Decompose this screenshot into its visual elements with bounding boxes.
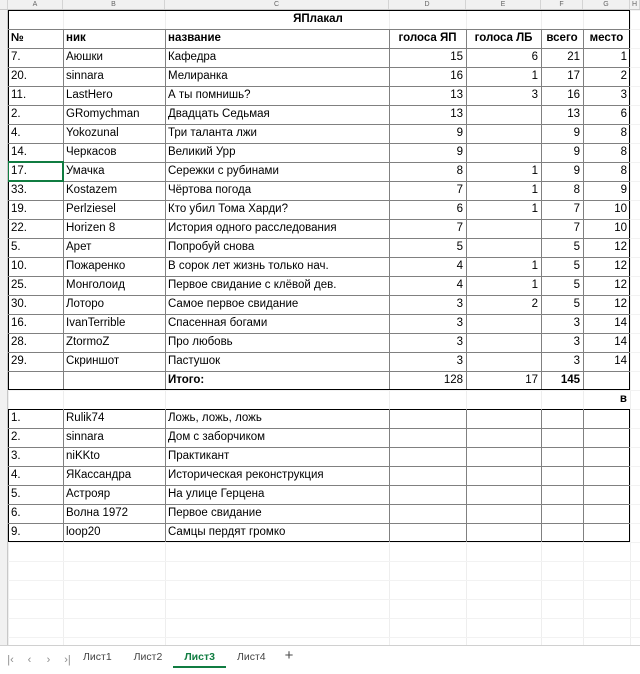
cell-title[interactable]: История одного расследования: [168, 222, 337, 234]
row-header[interactable]: [0, 281, 7, 300]
sheet-tabs: [72, 646, 301, 674]
cell-total[interactable]: 17: [567, 70, 580, 82]
cell-total[interactable]: 9: [573, 165, 580, 177]
cell-rank[interactable]: 2.: [11, 108, 21, 120]
cell-total[interactable]: 5: [573, 241, 580, 253]
cell-border: [8, 466, 630, 467]
column-label[interactable]: голоса ЯП: [398, 32, 457, 44]
cell-nick[interactable]: Монголоид: [66, 279, 125, 291]
cell-total[interactable]: 16: [567, 89, 580, 101]
cell-rank[interactable]: 4.: [11, 127, 21, 139]
overflow-text[interactable]: в: [619, 393, 627, 405]
cell-place[interactable]: 12: [614, 260, 627, 272]
cell-border: [8, 428, 630, 429]
cell-nick[interactable]: ZtormoZ: [66, 336, 110, 348]
row-header[interactable]: [0, 528, 7, 547]
cell-votes-lb[interactable]: 3: [531, 89, 538, 101]
cell-place[interactable]: 3: [620, 89, 627, 101]
cell-total[interactable]: 21: [567, 51, 580, 63]
cell-total[interactable]: 7: [573, 203, 580, 215]
cell-votes-yap[interactable]: 3: [456, 336, 463, 348]
cell-title[interactable]: Дом с заборчиком: [168, 431, 266, 443]
column-header-d[interactable]: D: [389, 0, 466, 9]
row-header[interactable]: [0, 167, 7, 186]
cell-rank[interactable]: 7.: [11, 51, 21, 63]
column-header-c[interactable]: C: [165, 0, 389, 9]
cell-title[interactable]: Практикант: [168, 450, 230, 462]
cell-place[interactable]: 2: [620, 70, 627, 82]
totals-total[interactable]: 145: [560, 374, 580, 386]
cell-votes-lb[interactable]: [466, 124, 541, 143]
cell-votes-yap[interactable]: 5: [456, 241, 463, 253]
row-header[interactable]: [0, 243, 7, 262]
cell-rank[interactable]: 10.: [11, 260, 27, 272]
row-header[interactable]: [0, 566, 7, 585]
column-header-e[interactable]: E: [466, 0, 541, 9]
cell-total[interactable]: 3: [573, 355, 580, 367]
cell-place[interactable]: 12: [614, 298, 627, 310]
cell-title[interactable]: Ложь, ложь, ложь: [168, 412, 262, 424]
totals-votes-yap[interactable]: 128: [443, 374, 463, 386]
cell-total[interactable]: 5: [573, 279, 580, 291]
row-header[interactable]: [0, 300, 7, 319]
column-label[interactable]: ник: [66, 32, 86, 44]
row-header[interactable]: [0, 262, 7, 281]
cell-votes-yap[interactable]: 16: [450, 70, 463, 82]
cell-votes-yap[interactable]: 9: [456, 127, 463, 139]
cell-votes-lb[interactable]: 1: [531, 70, 538, 82]
table-title[interactable]: ЯПлакал: [293, 13, 343, 25]
cell-total[interactable]: 8: [573, 184, 580, 196]
grid-line: [8, 542, 640, 543]
row-header[interactable]: [0, 34, 7, 53]
spreadsheet-grid[interactable]: [8, 10, 640, 645]
cell-rank[interactable]: 9.: [11, 526, 21, 538]
cell-nick[interactable]: Скриншот: [66, 355, 120, 367]
cell-nick[interactable]: Астрояр: [66, 488, 111, 500]
column-label[interactable]: голоса ЛБ: [474, 32, 533, 44]
row-header[interactable]: [0, 433, 7, 452]
cell-border: [8, 485, 630, 486]
cell-nick[interactable]: Аюшки: [66, 51, 103, 63]
cell-place[interactable]: 9: [620, 184, 627, 196]
cell-votes-lb[interactable]: [466, 238, 541, 257]
cell-title[interactable]: Мелиранка: [168, 70, 228, 82]
cell-title[interactable]: Чёртова погода: [168, 184, 252, 196]
cell-rank[interactable]: 5.: [11, 241, 21, 253]
row-header[interactable]: [0, 452, 7, 471]
row-header[interactable]: [0, 72, 7, 91]
cell-title[interactable]: Самое первое свидание: [168, 298, 299, 310]
cell-rank[interactable]: 22.: [11, 222, 27, 234]
sheet-tab-лист3[interactable]: Лист3: [173, 646, 226, 668]
cell-title[interactable]: Попробуй снова: [168, 241, 255, 253]
cell-total[interactable]: 3: [573, 317, 580, 329]
row-header[interactable]: [0, 15, 7, 34]
column-header-f[interactable]: F: [541, 0, 583, 9]
cell-votes-lb[interactable]: [466, 314, 541, 333]
cell-title[interactable]: Спасенная богами: [168, 317, 268, 329]
grid-line: [8, 390, 640, 391]
row-header[interactable]: [0, 91, 7, 110]
cell-votes-lb[interactable]: 1: [531, 260, 538, 272]
cell-votes-yap[interactable]: 8: [456, 165, 463, 177]
cell-total[interactable]: 9: [573, 127, 580, 139]
sheet-tab-лист4[interactable]: Лист4: [236, 651, 266, 663]
cell-rank[interactable]: 1.: [11, 412, 21, 424]
cell-rank[interactable]: 11.: [11, 89, 27, 101]
last-sheet-icon[interactable]: ›|: [64, 654, 71, 666]
totals-votes-lb[interactable]: 17: [525, 374, 538, 386]
cell-nick[interactable]: sinnara: [66, 431, 104, 443]
column-label[interactable]: место: [589, 32, 624, 44]
row-header[interactable]: [0, 490, 7, 509]
cell-nick[interactable]: Черкасов: [66, 146, 117, 158]
select-all-corner[interactable]: [0, 0, 8, 9]
cell-votes-lb[interactable]: 1: [531, 279, 538, 291]
cell-title[interactable]: Сережки с рубинами: [168, 165, 279, 177]
cell-place[interactable]: 14: [614, 336, 627, 348]
cell-place[interactable]: 12: [614, 241, 627, 253]
row-header[interactable]: [0, 53, 7, 72]
cell-title[interactable]: Самцы пердят громко: [168, 526, 286, 538]
cell-nick[interactable]: ЯКассандра: [66, 469, 132, 481]
cell-votes-yap[interactable]: 7: [456, 184, 463, 196]
column-label[interactable]: №: [11, 32, 24, 44]
cell-rank[interactable]: 29.: [11, 355, 27, 367]
cell-votes-lb[interactable]: 6: [531, 51, 538, 63]
next-sheet-icon[interactable]: ›: [46, 654, 51, 666]
cell-rank[interactable]: 3.: [11, 450, 21, 462]
grid-line: [8, 561, 640, 562]
totals-label[interactable]: Итого:: [168, 374, 205, 386]
row-header[interactable]: [0, 186, 7, 205]
row-header[interactable]: [0, 623, 7, 642]
column-header-bar: [0, 0, 640, 10]
cell-total[interactable]: 3: [573, 336, 580, 348]
cell-title[interactable]: Три таланта лжи: [168, 127, 257, 139]
cell-total[interactable]: 7: [573, 222, 580, 234]
cell-place[interactable]: 8: [620, 146, 627, 158]
cell-votes-yap[interactable]: 3: [456, 298, 463, 310]
row-header[interactable]: [0, 547, 7, 566]
cell-title[interactable]: Первое свидание: [168, 507, 262, 519]
cell-border: [8, 447, 630, 448]
cell-votes-lb[interactable]: 1: [531, 184, 538, 196]
first-sheet-icon[interactable]: |‹: [7, 654, 14, 666]
cell-nick[interactable]: Yokozunal: [66, 127, 119, 139]
cell-rank[interactable]: 5.: [11, 488, 21, 500]
column-header-b[interactable]: B: [63, 0, 165, 9]
cell-title[interactable]: Кто убил Тома Харди?: [168, 203, 288, 215]
sheet-nav-arrows: [2, 651, 76, 669]
grid-line: [8, 618, 640, 619]
cell-votes-yap[interactable]: 3: [456, 317, 463, 329]
prev-sheet-icon[interactable]: ‹: [27, 654, 32, 666]
row-header[interactable]: [0, 357, 7, 376]
row-header[interactable]: [0, 148, 7, 167]
cell-nick[interactable]: IvanTerrible: [66, 317, 126, 329]
cell-rank[interactable]: 33.: [11, 184, 27, 196]
cell-nick[interactable]: LastHero: [66, 89, 113, 101]
grid-line: [8, 637, 640, 638]
sheet-tab-лист1[interactable]: Лист1: [83, 651, 112, 663]
cell-place[interactable]: 10: [614, 203, 627, 215]
sheet-tab-лист2[interactable]: Лист2: [133, 651, 163, 663]
cell-title[interactable]: А ты помнишь?: [168, 89, 251, 101]
cell-total[interactable]: 5: [573, 298, 580, 310]
cell-title[interactable]: Великий Урр: [168, 146, 236, 158]
add-sheet-button[interactable]: +: [284, 647, 294, 664]
cell-total[interactable]: 5: [573, 260, 580, 272]
cell-nick[interactable]: loop20: [66, 526, 101, 538]
cell-votes-yap[interactable]: 4: [456, 279, 463, 291]
sheet-tab-bar: [0, 645, 640, 673]
cell-title[interactable]: Кафедра: [168, 51, 217, 63]
cell-title[interactable]: Историческая реконструкция: [168, 469, 324, 481]
row-header[interactable]: [0, 471, 7, 490]
cell-rank[interactable]: 4.: [11, 469, 21, 481]
cell-place[interactable]: 12: [614, 279, 627, 291]
row-header[interactable]: [0, 376, 7, 395]
cell-title[interactable]: Пастушок: [168, 355, 221, 367]
cell-title[interactable]: На улице Герцена: [168, 488, 265, 500]
cell-border: [8, 523, 630, 524]
cell-place[interactable]: 14: [614, 355, 627, 367]
cell-place[interactable]: 10: [614, 222, 627, 234]
row-header[interactable]: [0, 319, 7, 338]
cell-nick[interactable]: Kostazem: [66, 184, 118, 196]
cell-rank[interactable]: 25.: [11, 279, 27, 291]
cell-total[interactable]: 9: [573, 146, 580, 158]
grid-line: [8, 580, 640, 581]
row-header[interactable]: [0, 414, 7, 433]
cell-total[interactable]: 13: [567, 108, 580, 120]
cell-votes-yap[interactable]: 4: [456, 260, 463, 272]
cell-rank[interactable]: 14.: [11, 146, 27, 158]
cell-place[interactable]: 6: [620, 108, 627, 120]
cell-nick[interactable]: Арет: [66, 241, 92, 253]
cell-votes-yap[interactable]: 9: [456, 146, 463, 158]
row-header[interactable]: [0, 110, 7, 129]
row-header[interactable]: [0, 338, 7, 357]
cell-votes-lb[interactable]: [466, 105, 541, 124]
row-header[interactable]: [0, 224, 7, 243]
row-header[interactable]: [0, 205, 7, 224]
cell-nick[interactable]: Horizen 8: [66, 222, 116, 234]
cell-votes-lb[interactable]: [466, 352, 541, 371]
cell-place[interactable]: 8: [620, 127, 627, 139]
row-header[interactable]: [0, 129, 7, 148]
cell-votes-yap[interactable]: 7: [456, 222, 463, 234]
column-label[interactable]: всего: [546, 32, 578, 44]
cell-votes-lb[interactable]: 2: [531, 298, 538, 310]
cell-rank[interactable]: 20.: [11, 70, 27, 82]
cell-nick[interactable]: Волна 1972: [66, 507, 129, 519]
cell-votes-yap[interactable]: 6: [456, 203, 463, 215]
row-header[interactable]: [0, 585, 7, 604]
cell-votes-yap[interactable]: 15: [450, 51, 463, 63]
cell-nick[interactable]: GRomychman: [66, 108, 140, 120]
column-label[interactable]: название: [168, 32, 221, 44]
row-header[interactable]: [0, 395, 7, 414]
cell-votes-yap[interactable]: 13: [450, 89, 463, 101]
cell-rank[interactable]: 30.: [11, 298, 27, 310]
cell-votes-lb[interactable]: 1: [531, 203, 538, 215]
cell-votes-yap[interactable]: 3: [456, 355, 463, 367]
cell-place[interactable]: 8: [620, 165, 627, 177]
cell-rank[interactable]: 28.: [11, 336, 27, 348]
column-header-h[interactable]: H: [630, 0, 640, 9]
cell-nick[interactable]: Пожаренко: [66, 260, 126, 272]
row-header-bar: [0, 10, 8, 645]
cell-nick[interactable]: Лоторо: [66, 298, 105, 310]
cell-votes-yap[interactable]: 13: [450, 108, 463, 120]
cell-nick[interactable]: sinnara: [66, 70, 104, 82]
cell-place[interactable]: 1: [620, 51, 627, 63]
cell-rank[interactable]: 19.: [11, 203, 27, 215]
cell-votes-lb[interactable]: 1: [531, 165, 538, 177]
cell-nick[interactable]: Perlziesel: [66, 203, 116, 215]
cell-border: [8, 389, 630, 390]
column-header-g[interactable]: G: [583, 0, 630, 9]
cell-rank[interactable]: 2.: [11, 431, 21, 443]
row-header[interactable]: [0, 509, 7, 528]
cell-rank[interactable]: 6.: [11, 507, 21, 519]
column-header-a[interactable]: A: [8, 0, 63, 9]
grid-line: [8, 599, 640, 600]
cell-votes-lb[interactable]: [466, 333, 541, 352]
row-header[interactable]: [0, 604, 7, 623]
cell-nick[interactable]: Rulik74: [66, 412, 105, 424]
cell-title[interactable]: Первое свидание с клёвой дев.: [168, 279, 337, 291]
cell-title[interactable]: Про любовь: [168, 336, 233, 348]
cell-border: [8, 504, 630, 505]
cell-votes-lb[interactable]: [466, 219, 541, 238]
cell-title[interactable]: Двадцать Седьмая: [168, 108, 270, 120]
cell-votes-lb[interactable]: [466, 143, 541, 162]
cell-nick[interactable]: niKKto: [66, 450, 100, 462]
cell-place[interactable]: 14: [614, 317, 627, 329]
cell-nick[interactable]: Умачка: [66, 165, 105, 177]
cell-rank[interactable]: 17.: [11, 165, 27, 177]
cell-title[interactable]: В сорок лет жизнь только нач.: [168, 260, 329, 272]
cell-rank[interactable]: 16.: [11, 317, 27, 329]
